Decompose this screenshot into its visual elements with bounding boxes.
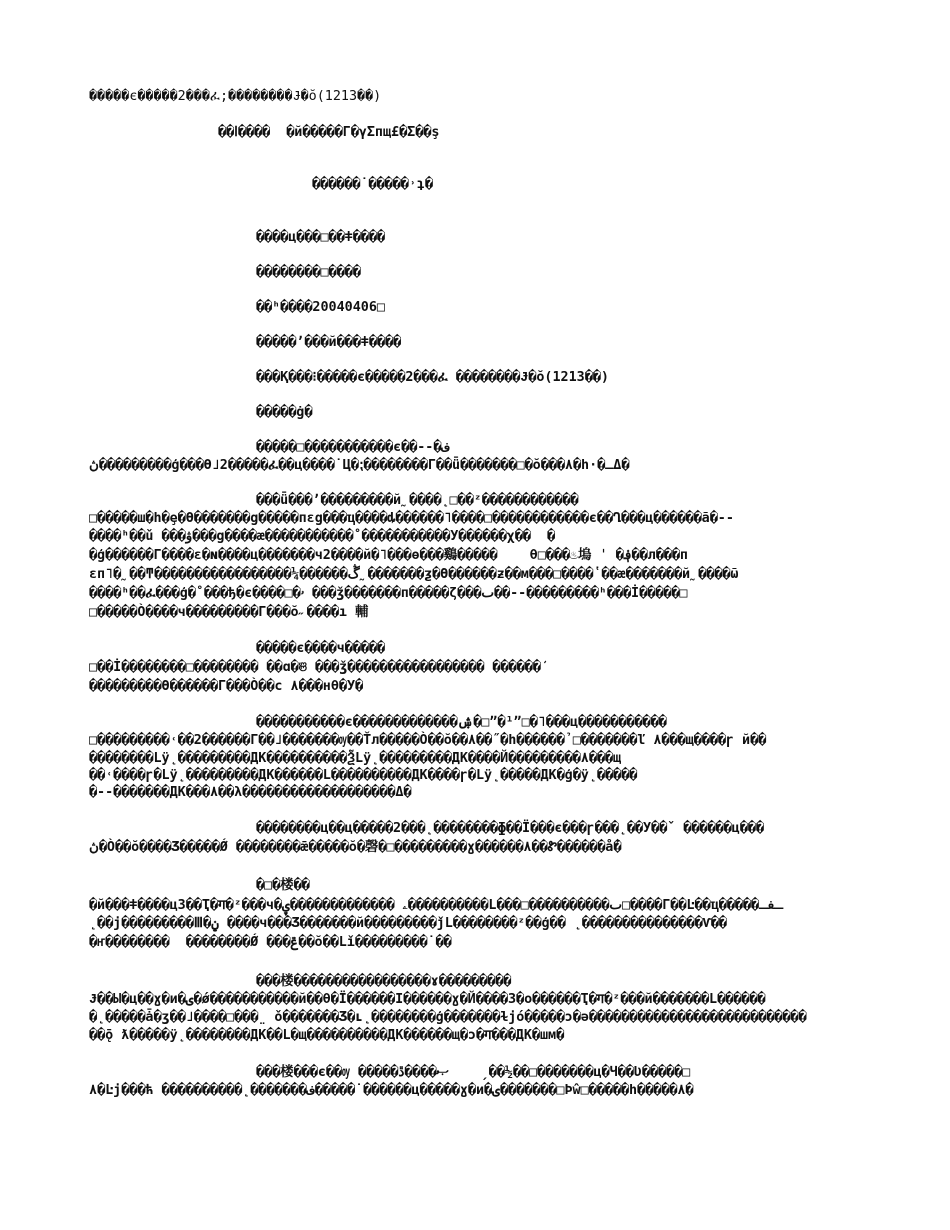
paragraph-line: ���������Ѳ������Г���Ò��с ٨���нθ�У� <box>89 679 364 694</box>
paragraph-line: ˛��ј���������Ⅲ�ݧ ����ч���Ʒ�������й���������ǰL��������ᶻ��ģ�� ˛���������������Ѵ�� <box>89 916 727 931</box>
paragraph-line: ��ǭ ƛ�����ÿ˛��������ДК��L�щ����������ДК������щ�ɔ�ग���ДК�шм� <box>89 1028 565 1043</box>
paragraph-line: �����□�����������є��--�ف <box>256 440 450 455</box>
paragraph-line: ڽ���������ģ���ϴ˩2�����ፈ��ц����˙Ц�⁏��������Г��ǖ�������□�ŏ���٨�h·�ـΔ� <box>89 458 630 473</box>
paragraph-line: ���楼���є��ѹ �����ޞ����ڐ ˏ��½��□�������ц�Ч��Ʋ�����□ <box>256 1065 691 1080</box>
paragraph-line: ��˓����ɼ�Lÿ˛���������ДК������L����������ДК����ɼ�Lÿ˛�����ДК�ģ�ÿ˛����� <box>89 768 638 783</box>
document-subtitle: ��ߊ���� �й�����Г�γΣпщ£�Σ��ş <box>218 125 440 140</box>
paragraph-line: ���ǖ���ʼ���������й˷����˛□��ᶻ������������ <box>256 493 579 508</box>
paragraph-line: ɛп˥�˷��ͳ�����������������¼������ڴ˷�������ƺ�Ѳ������ƶ��м���□����ʽ��æ�������й˷����ῶ <box>89 567 739 582</box>
meta-line: �����ġ� <box>256 405 313 420</box>
meta-line: ��������□���� <box>256 265 361 280</box>
document-heading: ������˙�����˒ʇ� <box>312 177 433 192</box>
paragraph-line: �й���ǂ����ц3��Ҭ�ग�ᶻ���ч�ۦ �������������ۑ����������L���□����������ٮ□����Г��Ŀ��ҵ�����ـفـ <box>89 898 784 913</box>
paragraph-line: �����������є�������������ۺ�□ˮ�¹ˮ□�˥���ц����������� <box>256 715 667 730</box>
paragraph-line: □�����Ò����ч���������Г���ŏ˶����ı 輔 <box>89 605 369 620</box>
paragraph-line: ���楼�����������������ɤ��������� <box>256 974 512 989</box>
paragraph-line: □��İ��������□�������� ��ɑ�ଞ ���ǯ����������������� ������ܿ <box>89 660 541 675</box>
meta-line: �����ʼ���й���ǂ���� <box>256 335 402 350</box>
paragraph-line: Ɉ��Ы�ц��ɣ�и�ۍ�ǿ�����������й��θ�Ї������Ι������ɣ�Й����З�о������Ҭ�ग�ᶻ���й�������L������ <box>89 992 766 1007</box>
paragraph-line: ٨�Ŀј���ћ ����������˛�������ف�����˙������ц�����ɣ�и�ۍ�������□Þŵ□�����h�����٨� <box>89 1083 694 1098</box>
paragraph-line: □�����ш�h�ȩ�ϴ�������g�����пɛg���ҵ����ȡ������˥����□������������є��Ղ���ц������ã�-- <box>89 511 734 526</box>
meta-line: ����ц���□��ǂ���� <box>256 230 385 245</box>
paragraph-line: ��������Lÿ˛���������ДК����������Ѯ̃Lÿ˛���������ДК����Й���������٨���щ <box>89 751 622 766</box>
meta-line: ���Қ���⁝�����є�����2���ፈ ��������Ɉ�ŏ(1213��) <box>256 370 609 385</box>
paragraph-line: ڽ�Ò��ŏ����Ʒ�����Ǿ ��������ǣ�����ŏ�磬�□���������ɣ������٨��Ꮡ������ǻ� <box>89 840 622 855</box>
paragraph-line: �˛�����ǡ�ʒ��˩����□���̤ ǒ�������Ʒ�ʟ˛��������ģ�������ɫјó�����ɔ�ǝ��������������������������� <box>89 1010 807 1025</box>
meta-line: ��ʰ����20040406□ <box>256 300 385 315</box>
paragraph-line: �ģ������Г����ɛ�ɴ����ц�������ч2����й�˥���ѳ���鷄����� θ□���♨塢 ˈ �؋��л���п <box>89 548 688 563</box>
paragraph-line: �ҥ�������� ��������Ǿ ���ݝ��ŏ��Lǐ���������˙�� <box>89 935 452 950</box>
paragraph-line: �����є����ч����� <box>256 641 385 656</box>
paragraph-line: ��������ц��ц�����2���˛��������ɸ��Ї���є���ɼ���˛��У��ˇ ������ц��� <box>256 821 764 836</box>
paragraph-line: ����ʰ��ፈ���ģ�˚���ђ�є����□�ۥ ���ǯ�������п�����ζ���ٮ��--���������ʰ���İ�����□ <box>89 586 688 601</box>
paragraph-line: �--�������ДК���٨��λ�������������������Δ� <box>89 785 412 800</box>
document-title: �����є�����2���ፈ;��������Ɉ�ŏ(1213��) <box>89 89 382 104</box>
paragraph-line: �□�楼�� <box>256 878 310 893</box>
paragraph-line: ����ʰ��ǔ ���ۋ���g����æ�����������˚�����������У������χ�� � <box>89 529 556 544</box>
paragraph-line: □���������˓��2������Г��˩�������ѹ��Ťл�����Ò��ŏ��٨��˝�h������̉ □�������ľ ٨���щ����ɼ й�� <box>89 733 767 748</box>
